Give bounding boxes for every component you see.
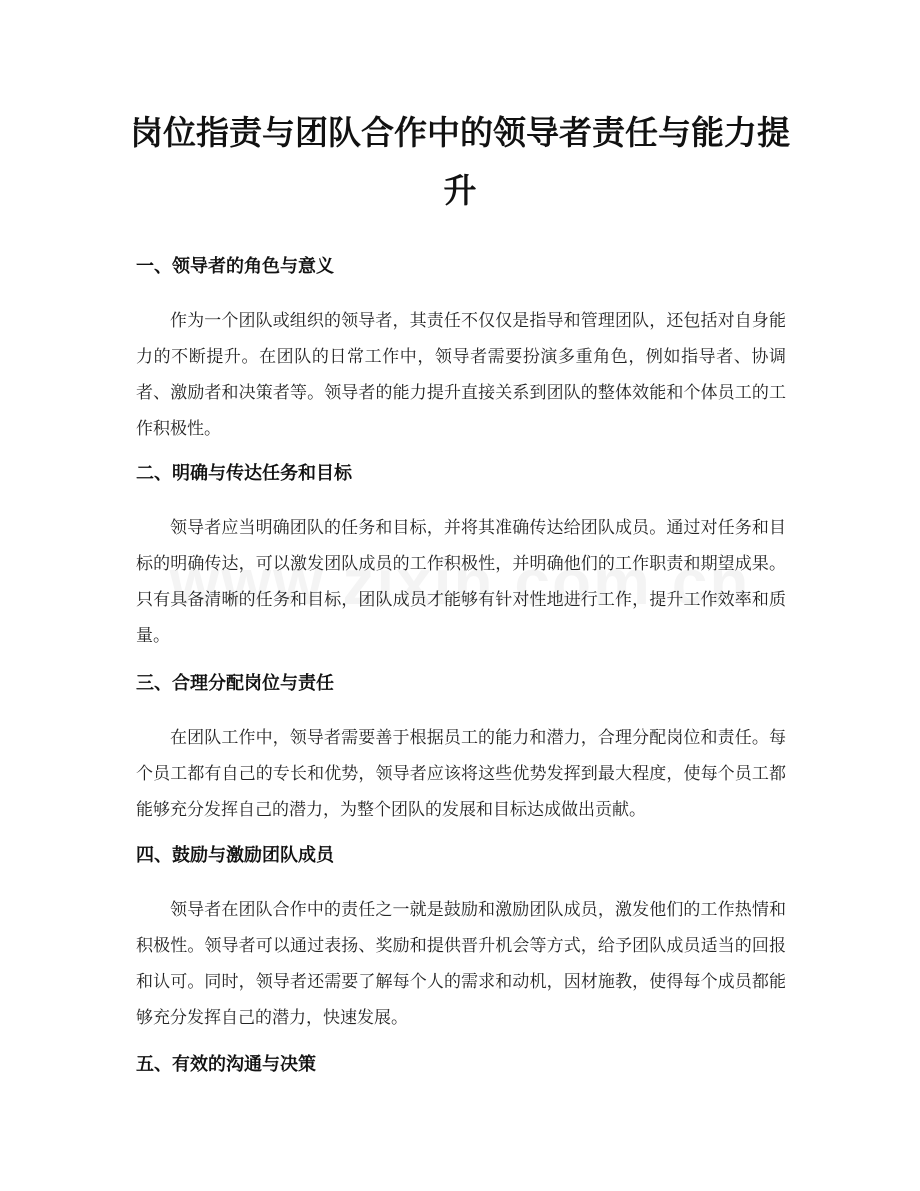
section-heading: 二、明确与传达任务和目标 (136, 463, 352, 484)
section-heading: 一、领导者的角色与意义 (136, 256, 334, 277)
section-5 (136, 1053, 786, 1077)
section-paragraph: 作为一个团队或组织的领导者，其责任不仅仅是指导和管理团队，还包括对自身能力的不断提升。在团队的日常工作中，领导者需要扮演多重角色，例如指导者、协调者、激励者和决策者等。领导者的能力提升直接关系到团队的整体效能和个体员工的工作积极性。 (136, 311, 786, 439)
section-paragraph: 领导者在团队合作中的责任之一就是鼓励和激励团队成员，激发他们的工作热情和积极性。领导者可以通过表扬、奖励和提供晋升机会等方式，给予团队成员适当的回报和认可。同时，领导者还需要了解每个人的需求和动机，因材施教，使得每个成员都能够充分发挥自己的潜力，快速发展。 (136, 900, 786, 1028)
section-2 (136, 462, 786, 654)
section-1 (136, 255, 786, 447)
section-heading: 三、合理分配岗位与责任 (136, 673, 334, 694)
section-heading: 五、有效的沟通与决策 (136, 1054, 316, 1075)
section-heading: 四、鼓励与激励团队成员 (136, 845, 334, 866)
section-4 (136, 844, 786, 1036)
section-paragraph: 领导者应当明确团队的任务和目标，并将其准确传达给团队成员。通过对任务和目标的明确传达，可以激发团队成员的工作积极性，并明确他们的工作职责和期望成果。只有具备清晰的任务和目标，团队成员才能够有针对性地进行工作，提升工作效率和质量。 (136, 518, 786, 646)
section-paragraph: 在团队工作中，领导者需要善于根据员工的能力和潜力，合理分配岗位和责任。每个员工都有自己的专长和优势，领导者应该将这些优势发挥到最大程度，使每个员工都能够充分发挥自己的潜力，为整个团队的发展和目标达成做出贡献。 (136, 728, 786, 820)
document-title: 岗位指责与团队合作中的领导者责任与能力提升 (130, 113, 790, 210)
section-3 (136, 672, 786, 828)
